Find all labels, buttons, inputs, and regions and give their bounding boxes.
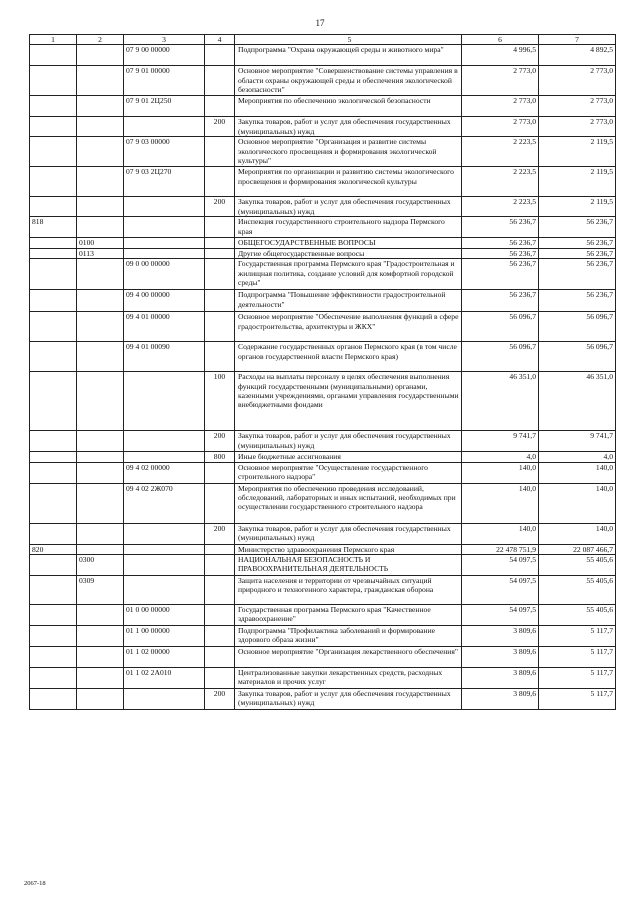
section-code-cell [77,259,124,290]
amount-year-1-cell: 56 236,7 [462,290,539,312]
target-article-code-cell: 07 9 03 2Ц270 [124,167,205,197]
expense-type-code-cell [205,342,235,372]
table-row [30,137,616,167]
section-code-cell [77,372,124,431]
amount-year-1-cell: 2 223,5 [462,137,539,167]
grbs-code-cell [30,462,77,483]
table-row [30,248,616,258]
target-article-code-cell: 01 0 00 00000 [124,605,205,626]
expense-type-code-cell: 200 [205,431,235,452]
target-article-code-cell [124,576,205,605]
grbs-code-cell [30,668,77,689]
amount-year-2-cell: 46 351,0 [539,372,616,431]
amount-year-2-cell: 56 096,7 [539,342,616,372]
table-row [30,544,616,554]
section-code-cell [77,217,124,238]
amount-year-2-cell: 56 236,7 [539,238,616,248]
item-name-cell: Подпрограмма "Повышение эффективности градостроительной деятельности" [235,290,462,312]
item-name-cell: Государственная программа Пермского края "Градостроительная и жилищная политика, создание условий для комфортной городской среды" [235,259,462,290]
section-code-cell [77,290,124,312]
amount-year-1-cell: 2 223,5 [462,197,539,217]
table-row [30,217,616,238]
amount-year-2-cell: 9 741,7 [539,431,616,452]
target-article-code-cell: 09 4 01 00000 [124,312,205,342]
amount-year-2-cell: 2 119,5 [539,167,616,197]
table-row [30,372,616,431]
amount-year-2-cell: 5 117,7 [539,647,616,668]
amount-year-2-cell: 56 236,7 [539,290,616,312]
table-row [30,259,616,290]
table-row [30,462,616,483]
item-name-cell: Централизованные закупки лекарственных средств, расходных материалов и прочих услуг [235,668,462,689]
expense-type-code-cell [205,555,235,576]
amount-year-1-cell: 9 741,7 [462,431,539,452]
table-row [30,45,616,66]
header-cell: 7 [539,35,616,45]
target-article-code-cell: 07 9 00 00000 [124,45,205,66]
section-code-cell [77,626,124,647]
grbs-code-cell [30,483,77,523]
section-code-cell [77,544,124,554]
table-row [30,167,616,197]
section-code-cell [77,66,124,96]
table-row [30,523,616,544]
grbs-code-cell [30,137,77,167]
expense-type-code-cell [205,312,235,342]
amount-year-1-cell: 3 809,6 [462,689,539,710]
section-code-cell: 0113 [77,248,124,258]
amount-year-1-cell: 4 996,5 [462,45,539,66]
amount-year-2-cell: 2 773,0 [539,96,616,117]
grbs-code-cell [30,342,77,372]
expense-type-code-cell [205,137,235,167]
amount-year-2-cell: 2 119,5 [539,197,616,217]
grbs-code-cell [30,555,77,576]
item-name-cell: Закупка товаров, работ и услуг для обеспечения государственных (муниципальных) нужд [235,117,462,137]
footer-code: 2067-18 [24,880,46,887]
target-article-code-cell: 01 1 02 2А010 [124,668,205,689]
section-code-cell [77,462,124,483]
table-row [30,96,616,117]
grbs-code-cell [30,117,77,137]
item-name-cell: Основное мероприятие "Организация лекарственного обеспечения" [235,647,462,668]
grbs-code-cell [30,605,77,626]
expense-type-code-cell [205,96,235,117]
target-article-code-cell [124,238,205,248]
amount-year-2-cell: 56 096,7 [539,312,616,342]
expense-type-code-cell: 200 [205,689,235,710]
item-name-cell: ОБЩЕГОСУДАРСТВЕННЫЕ ВОПРОСЫ [235,238,462,248]
table-row [30,647,616,668]
amount-year-1-cell: 56 236,7 [462,217,539,238]
grbs-code-cell [30,523,77,544]
amount-year-2-cell: 56 236,7 [539,259,616,290]
amount-year-2-cell: 4,0 [539,452,616,462]
amount-year-1-cell: 3 809,6 [462,647,539,668]
grbs-code-cell [30,290,77,312]
table-row [30,668,616,689]
expense-type-code-cell [205,248,235,258]
target-article-code-cell [124,117,205,137]
item-name-cell: Закупка товаров, работ и услуг для обеспечения государственных (муниципальных) нужд [235,523,462,544]
amount-year-2-cell: 5 117,7 [539,689,616,710]
amount-year-1-cell: 54 097,5 [462,605,539,626]
grbs-code-cell: 818 [30,217,77,238]
item-name-cell: Государственная программа Пермского края "Качественное здравоохранение" [235,605,462,626]
amount-year-1-cell: 2 773,0 [462,117,539,137]
table-row [30,117,616,137]
grbs-code-cell [30,259,77,290]
amount-year-1-cell: 56 236,7 [462,238,539,248]
amount-year-2-cell: 5 117,7 [539,626,616,647]
expense-type-code-cell [205,45,235,66]
section-code-cell [77,45,124,66]
expense-type-code-cell: 200 [205,197,235,217]
section-code-cell [77,431,124,452]
expense-type-code-cell [205,462,235,483]
target-article-code-cell: 07 9 01 00000 [124,66,205,96]
target-article-code-cell: 09 4 00 00000 [124,290,205,312]
expense-type-code-cell: 100 [205,372,235,431]
amount-year-1-cell: 56 096,7 [462,342,539,372]
section-code-cell [77,342,124,372]
table-row [30,626,616,647]
item-name-cell: Мероприятия по организации и развитию системы экологического просвещения и формирования экологической культуры [235,167,462,197]
amount-year-1-cell: 56 236,7 [462,259,539,290]
item-name-cell: Другие общегосударственные вопросы [235,248,462,258]
grbs-code-cell [30,689,77,710]
amount-year-1-cell: 140,0 [462,483,539,523]
section-code-cell [77,452,124,462]
header-cell: 6 [462,35,539,45]
expense-type-code-cell: 200 [205,117,235,137]
amount-year-2-cell: 140,0 [539,462,616,483]
target-article-code-cell [124,544,205,554]
amount-year-1-cell: 140,0 [462,462,539,483]
expense-type-code-cell: 800 [205,452,235,462]
amount-year-1-cell: 2 223,5 [462,167,539,197]
table-row [30,576,616,605]
target-article-code-cell: 09 4 01 00090 [124,342,205,372]
section-code-cell: 0309 [77,576,124,605]
target-article-code-cell: 01 1 00 00000 [124,626,205,647]
section-code-cell [77,689,124,710]
section-code-cell [77,668,124,689]
amount-year-2-cell: 56 236,7 [539,248,616,258]
amount-year-2-cell: 56 236,7 [539,217,616,238]
amount-year-1-cell: 22 478 751,9 [462,544,539,554]
grbs-code-cell [30,167,77,197]
item-name-cell: Министерство здравоохранения Пермского края [235,544,462,554]
header-cell: 4 [205,35,235,45]
grbs-code-cell [30,626,77,647]
table-row [30,483,616,523]
grbs-code-cell [30,372,77,431]
target-article-code-cell: 01 1 02 00000 [124,647,205,668]
header-cell: 5 [235,35,462,45]
grbs-code-cell [30,197,77,217]
amount-year-2-cell: 4 892,5 [539,45,616,66]
expense-type-code-cell [205,217,235,238]
expense-type-code-cell [205,626,235,647]
amount-year-2-cell: 2 773,0 [539,66,616,96]
expense-type-code-cell [205,605,235,626]
item-name-cell: Иные бюджетные ассигнования [235,452,462,462]
section-code-cell [77,197,124,217]
expense-type-code-cell [205,66,235,96]
section-code-cell [77,117,124,137]
target-article-code-cell: 09 0 00 00000 [124,259,205,290]
table-row [30,555,616,576]
amount-year-2-cell: 55 405,6 [539,576,616,605]
amount-year-2-cell: 22 087 466,7 [539,544,616,554]
section-code-cell [77,647,124,668]
section-code-cell [77,96,124,117]
expense-type-code-cell [205,259,235,290]
amount-year-2-cell: 5 117,7 [539,668,616,689]
table-row [30,238,616,248]
table-row [30,312,616,342]
section-code-cell [77,167,124,197]
amount-year-1-cell: 54 097,5 [462,555,539,576]
item-name-cell: Основное мероприятие "Обеспечение выполнения функций в сфере градостроительства, архитектуры и ЖКХ" [235,312,462,342]
table-row [30,452,616,462]
amount-year-1-cell: 140,0 [462,523,539,544]
table-row [30,342,616,372]
expense-type-code-cell [205,483,235,523]
target-article-code-cell [124,372,205,431]
table-row [30,66,616,96]
target-article-code-cell [124,555,205,576]
item-name-cell: Основное мероприятие "Осуществление государственного строительного надзора" [235,462,462,483]
grbs-code-cell [30,452,77,462]
expense-type-code-cell [205,290,235,312]
header-cell: 3 [124,35,205,45]
item-name-cell: Подпрограмма "Профилактика заболеваний и формирование здорового образа жизни" [235,626,462,647]
table-row [30,431,616,452]
item-name-cell: Основное мероприятие "Организация и развитие системы экологического просвещения и формирования экологической культуры" [235,137,462,167]
amount-year-2-cell: 2 773,0 [539,117,616,137]
expense-type-code-cell [205,576,235,605]
grbs-code-cell [30,576,77,605]
target-article-code-cell [124,197,205,217]
amount-year-2-cell: 2 119,5 [539,137,616,167]
target-article-code-cell [124,452,205,462]
section-code-cell [77,523,124,544]
amount-year-1-cell: 46 351,0 [462,372,539,431]
table-header-row [30,35,616,45]
target-article-code-cell [124,217,205,238]
target-article-code-cell [124,523,205,544]
section-code-cell [77,137,124,167]
item-name-cell: Инспекция государственного строительного надзора Пермского края [235,217,462,238]
item-name-cell: Закупка товаров, работ и услуг для обеспечения государственных (муниципальных) нужд [235,197,462,217]
table-row [30,689,616,710]
target-article-code-cell: 07 9 01 2Ц250 [124,96,205,117]
expense-type-code-cell [205,668,235,689]
amount-year-1-cell: 56 236,7 [462,248,539,258]
grbs-code-cell [30,647,77,668]
target-article-code-cell: 09 4 02 00000 [124,462,205,483]
grbs-code-cell [30,45,77,66]
section-code-cell [77,605,124,626]
item-name-cell: Мероприятия по обеспечению экологической безопасности [235,96,462,117]
item-name-cell: Защита населения и территории от чрезвычайных ситуаций природного и техногенного характера, гражданская оборона [235,576,462,605]
target-article-code-cell [124,248,205,258]
item-name-cell: Закупка товаров, работ и услуг для обеспечения государственных (муниципальных) нужд [235,431,462,452]
target-article-code-cell: 07 9 03 00000 [124,137,205,167]
grbs-code-cell [30,66,77,96]
grbs-code-cell [30,312,77,342]
grbs-code-cell: 820 [30,544,77,554]
item-name-cell: Мероприятия по обеспечению проведения исследований, обследований, лабораторных и иных испытаний, необходимых при осуществлении государственного строительного надзора [235,483,462,523]
expense-type-code-cell [205,647,235,668]
header-cell: 1 [30,35,77,45]
item-name-cell: Содержание государственных органов Пермского края (в том числе органов государственной власти Пермского края) [235,342,462,372]
amount-year-2-cell: 140,0 [539,523,616,544]
expense-type-code-cell: 200 [205,523,235,544]
item-name-cell: Подпрограмма "Охрана окружающей среды и животного мира" [235,45,462,66]
target-article-code-cell [124,689,205,710]
page-number: 17 [315,18,325,28]
header-cell: 2 [77,35,124,45]
item-name-cell: Основное мероприятие "Совершенствование системы управления в области охраны окружающей среды и обеспечения экологической безопасности" [235,66,462,96]
table-row [30,290,616,312]
expense-type-code-cell [205,238,235,248]
section-code-cell [77,312,124,342]
budget-table [29,34,616,710]
target-article-code-cell [124,431,205,452]
grbs-code-cell [30,96,77,117]
item-name-cell: Закупка товаров, работ и услуг для обеспечения государственных (муниципальных) нужд [235,689,462,710]
item-name-cell: НАЦИОНАЛЬНАЯ БЕЗОПАСНОСТЬ И ПРАВООХРАНИТЕЛЬНАЯ ДЕЯТЕЛЬНОСТЬ [235,555,462,576]
table-row [30,605,616,626]
amount-year-2-cell: 55 405,6 [539,555,616,576]
target-article-code-cell: 09 4 02 2Ж070 [124,483,205,523]
grbs-code-cell [30,431,77,452]
amount-year-1-cell: 3 809,6 [462,626,539,647]
amount-year-1-cell: 3 809,6 [462,668,539,689]
amount-year-1-cell: 2 773,0 [462,66,539,96]
amount-year-1-cell: 56 096,7 [462,312,539,342]
amount-year-1-cell: 2 773,0 [462,96,539,117]
section-code-cell: 0300 [77,555,124,576]
amount-year-1-cell: 54 097,5 [462,576,539,605]
section-code-cell [77,483,124,523]
amount-year-1-cell: 4,0 [462,452,539,462]
item-name-cell: Расходы на выплаты персоналу в целях обеспечения выполнения функций государственными (муниципальными) органами, казенными учреждениями, органами управления государственными внебюджетными фондами [235,372,462,431]
grbs-code-cell [30,248,77,258]
table-row [30,197,616,217]
section-code-cell: 0100 [77,238,124,248]
expense-type-code-cell [205,544,235,554]
expense-type-code-cell [205,167,235,197]
amount-year-2-cell: 55 405,6 [539,605,616,626]
grbs-code-cell [30,238,77,248]
amount-year-2-cell: 140,0 [539,483,616,523]
